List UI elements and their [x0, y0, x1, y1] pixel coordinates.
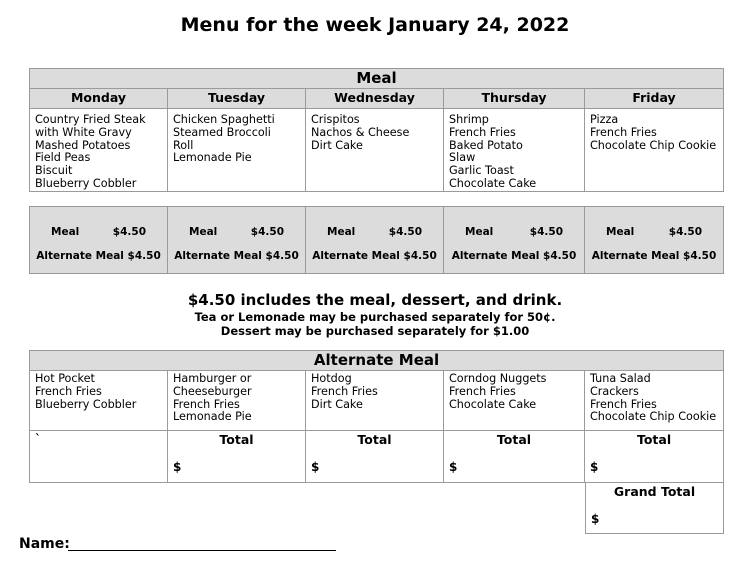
meal-heading: Meal: [30, 69, 724, 89]
total-dollar: $: [449, 460, 458, 474]
price-cell-monday: [30, 207, 168, 274]
menu-item: Crispitos: [311, 113, 360, 126]
alt-price-label: Alternate Meal: [312, 250, 400, 262]
menu-item: Garlic Toast: [449, 164, 514, 178]
price-cell-tuesday: [168, 207, 306, 274]
alt-price-value: $4.50: [127, 250, 161, 262]
menu-item: Tuna Salad: [590, 372, 651, 385]
menu-item: Hamburger or: [173, 372, 252, 385]
menu-item: French Fries: [590, 125, 657, 139]
total-cell-friday[interactable]: [585, 431, 724, 483]
stray-mark: `: [35, 432, 41, 446]
menu-item: Baked Potato: [449, 138, 523, 152]
alt-price-value: $4.50: [543, 250, 577, 262]
alt-monday: [30, 371, 168, 431]
menu-item: Chocolate Cake: [449, 176, 537, 190]
total-label: Total: [636, 432, 672, 447]
total-label: Total: [219, 432, 254, 447]
grand-total-dollar: $: [591, 512, 600, 526]
menu-item: Roll: [173, 138, 194, 152]
grand-total-label: Grand Total: [613, 484, 696, 499]
day-tuesday: Tuesday: [168, 89, 306, 109]
meal-thursday: [444, 109, 585, 192]
meal-table: [29, 68, 724, 192]
meal-monday: [30, 109, 168, 192]
menu-item: French Fries: [449, 125, 516, 139]
menu-item: Blueberry Cobbler: [35, 397, 137, 411]
total-label: Total: [357, 432, 392, 447]
name-label: Name:: [19, 536, 70, 552]
alt-price-value: $4.50: [265, 250, 299, 262]
meal-price-value: $4.50: [529, 226, 563, 238]
alt-tuesday: [168, 371, 306, 431]
price-cell-wednesday: [306, 207, 444, 274]
menu-item: Pizza: [590, 113, 619, 126]
menu-item: Country Fried Steak: [35, 113, 146, 126]
menu-item: French Fries: [173, 397, 240, 411]
meal-price-label: Meal: [465, 226, 494, 238]
menu-item: French Fries: [35, 384, 102, 398]
meal-price-value: $4.50: [388, 226, 422, 238]
total-dollar: $: [590, 460, 599, 474]
meal-price-label: Meal: [189, 226, 218, 238]
menu-item: Dirt Cake: [311, 397, 363, 411]
meal-friday: [585, 109, 724, 192]
alt-price-label: Alternate Meal: [451, 250, 540, 262]
day-friday: Friday: [585, 89, 724, 109]
menu-item: Chicken Spaghetti: [173, 113, 275, 126]
alternate-meal-table: [29, 350, 724, 483]
day-thursday: Thursday: [444, 89, 585, 109]
alt-thursday: [444, 371, 585, 431]
total-cell-tuesday[interactable]: [168, 431, 306, 483]
total-dollar: $: [173, 460, 182, 474]
menu-item: Mashed Potatoes: [35, 138, 131, 152]
alt-price-value: $4.50: [403, 250, 437, 262]
price-note: $4.50 includes the meal, dessert, and drink.: [187, 291, 563, 309]
alternate-meal-heading: Alternate Meal: [30, 351, 724, 371]
alt-price-label: Alternate Meal: [591, 250, 680, 262]
alt-wednesday: [306, 371, 444, 431]
alt-friday: [585, 371, 724, 431]
day-wednesday: Wednesday: [306, 89, 444, 109]
menu-item: Lemonade Pie: [173, 151, 252, 165]
menu-item: Corndog Nuggets: [449, 372, 547, 385]
menu-item: Field Peas: [35, 151, 91, 165]
meal-price-value: $4.50: [668, 226, 702, 238]
meal-price-value: $4.50: [250, 226, 284, 238]
menu-item: French Fries: [311, 384, 378, 398]
drink-note: Tea or Lemonade may be purchased separately for 50¢.: [194, 310, 556, 324]
meal-tuesday: [168, 109, 306, 192]
meal-price-label: Meal: [327, 226, 356, 238]
meal-price-value: $4.50: [112, 226, 146, 238]
menu-item: Biscuit: [35, 164, 73, 178]
price-cell-thursday: [444, 207, 585, 274]
price-cell-friday: [585, 207, 724, 274]
menu-item: Blueberry Cobbler: [35, 176, 137, 190]
meal-wednesday: [306, 109, 444, 192]
total-dollar: $: [311, 460, 320, 474]
total-cell-wednesday[interactable]: [306, 431, 444, 483]
menu-item: French Fries: [449, 384, 516, 398]
menu-item: Lemonade Pie: [173, 410, 252, 424]
menu-item: Steamed Broccoli: [173, 125, 271, 139]
total-cell-monday: [30, 431, 168, 483]
page-title: Menu for the week January 24, 2022: [180, 14, 570, 36]
menu-item: Slaw: [449, 151, 476, 165]
menu-item: Crackers: [590, 384, 639, 398]
total-cell-thursday[interactable]: [444, 431, 585, 483]
name-field[interactable]: [68, 550, 336, 551]
menu-item: French Fries: [590, 397, 657, 411]
menu-item: Hotdog: [311, 372, 352, 385]
menu-item: Nachos & Cheese: [311, 125, 410, 139]
menu-item: Cheeseburger: [173, 384, 252, 398]
menu-item: Hot Pocket: [35, 372, 95, 385]
meal-price-label: Meal: [606, 226, 635, 238]
grand-total-box[interactable]: [585, 482, 724, 534]
day-monday: Monday: [30, 89, 168, 109]
meal-price-label: Meal: [51, 226, 80, 238]
alt-price-label: Alternate Meal: [36, 250, 124, 262]
alt-price-value: $4.50: [683, 250, 717, 262]
menu-item: Shrimp: [449, 113, 489, 126]
menu-item: Dirt Cake: [311, 138, 363, 152]
menu-item: Chocolate Chip Cookie: [590, 410, 717, 424]
menu-item: Chocolate Cake: [449, 397, 537, 411]
price-table: [29, 206, 724, 274]
dessert-note: Dessert may be purchased separately for $1.00: [220, 324, 530, 338]
menu-item: Chocolate Chip Cookie: [590, 138, 717, 152]
alt-price-label: Alternate Meal: [174, 250, 262, 262]
total-label: Total: [496, 432, 532, 447]
menu-item: with White Gravy: [35, 125, 132, 139]
